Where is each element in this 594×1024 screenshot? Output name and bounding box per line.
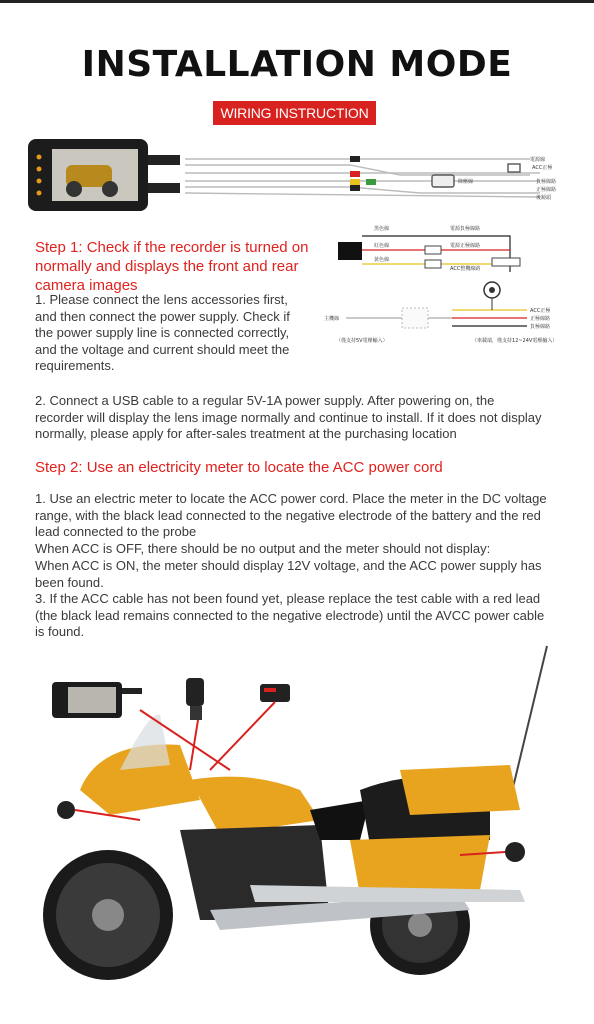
step1-heading: Step 1: Check if the recorder is turned on normally and displays the front and rear camera images [35, 239, 309, 294]
harness-wires [185, 156, 540, 197]
recorder-cables [148, 155, 180, 193]
svg-text:後鏡頭: 後鏡頭 [536, 195, 552, 201]
recorder-device [28, 139, 148, 211]
recorder-harness-diagram [20, 135, 565, 215]
svg-text:ACC正極: ACC正極 [532, 165, 553, 171]
step2-para4: 3. If the ACC cable has not been found yet, please replace the test cable with a red lead (the black lead remains connected to the negative electrode) until the AVCC power cable is found. [35, 591, 545, 639]
gps-module [260, 684, 290, 702]
svg-text:正極線路: 正極線路 [530, 316, 551, 322]
svg-text:黃色線: 黃色線 [374, 257, 390, 263]
left-side-camera [57, 801, 75, 819]
svg-text:正極線路: 正極線路 [536, 187, 557, 193]
svg-text:主機線: 主機線 [324, 316, 340, 322]
recorder-unit [52, 682, 142, 718]
svg-text:電源負極線路: 電源負極線路 [450, 226, 481, 232]
step2-para2: When ACC is OFF, there should be no output and the meter should not display: [35, 541, 491, 556]
step2-heading: Step 2: Use an electricity meter to locate the ACC power cord [35, 459, 443, 476]
svg-text:負極線路: 負極線路 [530, 324, 551, 330]
main-unit-wiring-diagram [322, 278, 567, 350]
svg-text:（僅支持5V電壓輸入）: （僅支持5V電壓輸入） [336, 338, 388, 344]
step1-para1: 1. Please connect the lens accessories first, and then connect the power supply. Check if the power supply line is connected correctly, and the voltage and current should meet the requirements. [35, 292, 290, 373]
svg-text:電源線: 電源線 [530, 157, 546, 163]
step2-para3: When ACC is ON, the meter should display 12V voltage, and the ACC power supply has been found. [35, 558, 542, 590]
svg-text:降壓線: 降壓線 [458, 179, 474, 185]
front-camera [186, 678, 204, 720]
step1-para2: 2. Connect a USB cable to a regular 5V-1A power supply. After powering on, the recorder will display the lens image normally and continue to install. If it does not display normally, please apply for after-sales treatment at the purchasing location [35, 393, 542, 441]
svg-text:紅色線: 紅色線 [374, 243, 390, 249]
page-title: INSTALLATION MODE [81, 44, 513, 85]
wire-color-diagram [330, 222, 560, 278]
wiring-instruction-badge: WIRING INSTRUCTION [213, 101, 376, 125]
svg-text:黑色線: 黑色線 [374, 226, 390, 232]
top-border [0, 0, 594, 3]
svg-text:ACC正極: ACC正極 [530, 308, 551, 314]
harness-labels [458, 156, 556, 201]
rear-camera [505, 842, 525, 862]
svg-text:電源正極線路: 電源正極線路 [450, 243, 481, 249]
front-wheel [43, 850, 173, 980]
svg-text:（車載端，僅支持12~24V電壓輸入）: （車載端，僅支持12~24V電壓輸入） [472, 338, 558, 344]
motorcycle-installation-illustration [20, 640, 580, 1020]
svg-text:負極線路: 負極線路 [536, 179, 557, 185]
svg-text:ACC整機線路: ACC整機線路 [450, 266, 481, 272]
step2-para1: 1. Use an electric meter to locate the ACC power cord. Place the meter in the DC voltage range, with the black lead connected to the negative electrode of the battery and the red lead connected to the probe [35, 491, 547, 539]
